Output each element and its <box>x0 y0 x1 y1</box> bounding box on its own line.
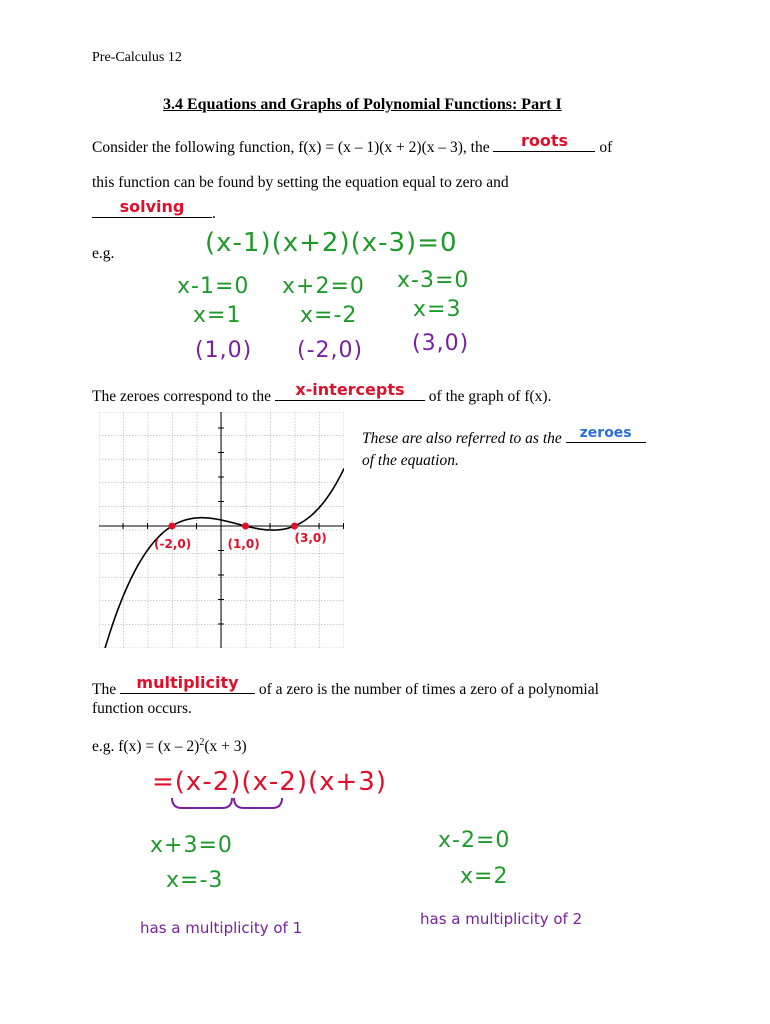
eg2-rest: (x + 3) <box>204 738 247 756</box>
intro-line-2: this function can be found by setting the equation equal to zero and <box>92 174 509 191</box>
roots-answer: roots <box>520 131 568 150</box>
solution-1-val: x=1 <box>193 303 242 328</box>
intro-of: of <box>599 139 613 156</box>
left-eq: x+3=0 <box>150 833 233 858</box>
eg2-exponent: 2 <box>199 737 205 748</box>
zero-point <box>169 523 176 530</box>
zeroes-sentence <box>92 380 552 406</box>
eg2-function: e.g. f(x) = (x – 2) <box>92 738 200 756</box>
multiplicity-answer: multiplicity <box>136 673 239 692</box>
zeroes-answer: zeroes <box>579 425 632 441</box>
solving-blank <box>92 197 212 218</box>
right-val: x=2 <box>460 864 509 889</box>
intro-period: . <box>212 205 216 222</box>
solution-3-point: (3,0) <box>412 331 470 356</box>
right-note: has a multiplicity of 2 <box>420 910 583 928</box>
expanded-equation: =(x-2)(x-2)(x+3) <box>152 767 387 797</box>
course-header: Pre-Calculus 12 <box>92 50 182 65</box>
left-note: has a multiplicity of 1 <box>140 919 303 937</box>
solution-2-eq: x+2=0 <box>282 274 365 299</box>
multiplicity-after: of a zero is the number of times a zero of a polynomial <box>258 681 599 698</box>
solution-3-eq: x-3=0 <box>397 268 470 293</box>
intercepts-blank <box>275 380 425 401</box>
solution-1-point: (1,0) <box>195 338 253 363</box>
page-title: 3.4 Equations and Graphs of Polynomial Functions: Part I <box>163 96 562 113</box>
zero-point <box>242 523 249 530</box>
zeroes-after: of the graph of f(x). <box>428 388 552 405</box>
left-val: x=-3 <box>166 868 224 893</box>
zero-label: (3,0) <box>294 531 327 545</box>
intro-line-3 <box>92 197 216 223</box>
multiplicity-line-1 <box>92 673 599 699</box>
intercepts-answer: x-intercepts <box>295 380 405 399</box>
multiplicity-the: The <box>92 681 117 698</box>
zero-labels <box>154 531 327 551</box>
polynomial-graph <box>99 412 344 648</box>
multiplicity-line-2: function occurs. <box>92 700 192 717</box>
aside-line-1 <box>362 425 646 448</box>
handwritten-equation: (x-1)(x+2)(x-3)=0 <box>205 228 458 258</box>
zero-point <box>291 523 298 530</box>
intro-text: Consider the following function, f(x) = (x – 1)(x + 2)(x – 3), the <box>92 139 490 156</box>
zeroes-text: The zeroes correspond to the <box>92 388 272 405</box>
grouping-brackets <box>168 796 288 816</box>
eg-label-1: e.g. <box>92 245 115 262</box>
solution-3-val: x=3 <box>413 297 462 322</box>
eg-label-2 <box>92 737 247 756</box>
aside-text: These are also referred to as the <box>362 430 562 447</box>
intro-line-1 <box>92 131 613 157</box>
aside-line-2: of the equation. <box>362 452 459 469</box>
zero-label: (1,0) <box>227 537 260 551</box>
roots-blank <box>493 131 595 152</box>
zeroes-blank <box>566 425 646 443</box>
zero-label: (-2,0) <box>154 537 192 551</box>
solution-2-val: x=-2 <box>300 303 358 328</box>
solving-answer: solving <box>119 197 185 216</box>
multiplicity-blank <box>120 673 255 694</box>
right-eq: x-2=0 <box>438 828 511 853</box>
solution-1-eq: x-1=0 <box>177 274 250 299</box>
solution-2-point: (-2,0) <box>297 338 364 363</box>
